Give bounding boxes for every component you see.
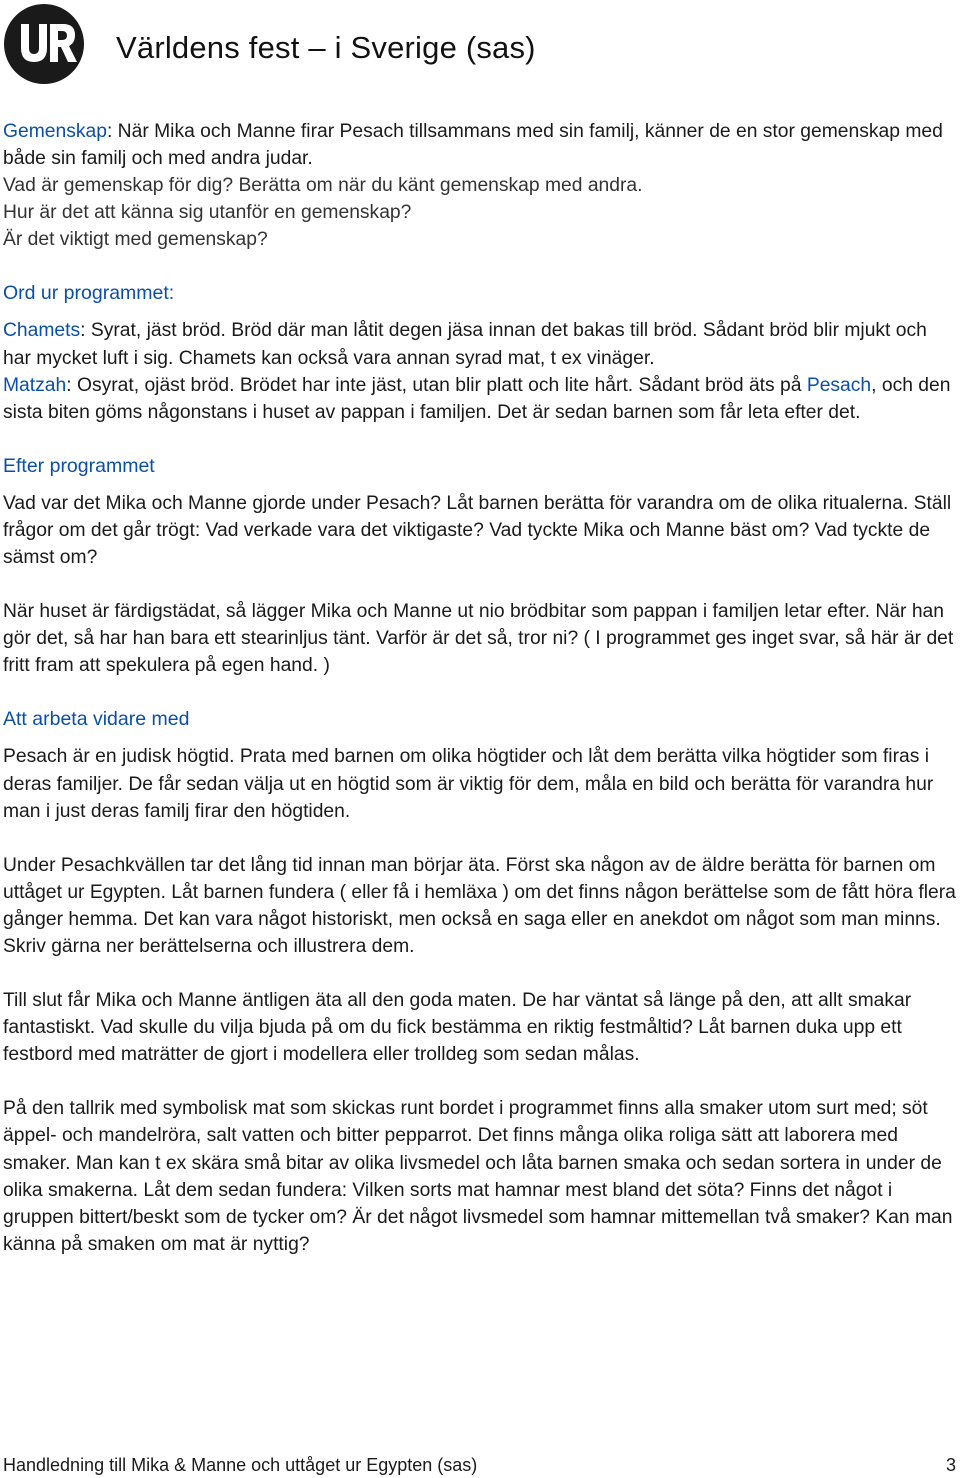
heading-efter-programmet: Efter programmet bbox=[3, 454, 155, 477]
arbeta-paragraph-1: Pesach är en judisk högtid. Prata med barnen om olika högtider och låt dem berätta vilka högtider som firas i deras familjer. De får sedan välja ut en högtid som är viktig för dem, måla en bild och berätta för varandra hur man i just deras familj firar den högtiden. bbox=[3, 746, 934, 822]
heading-ord-ur-programmet: Ord ur programmet: bbox=[3, 282, 175, 305]
document-title: Världens fest – i Sverige (sas) bbox=[116, 30, 536, 65]
ur-logo bbox=[4, 4, 84, 84]
page-footer bbox=[3, 1452, 956, 1478]
arbeta-paragraph-4: På den tallrik med symbolisk mat som skickas runt bordet i programmet finns alla smaker utom surt med; söt äppel- och mandelröra, salt vatten och bitter pepparrot. Det finns många olika roliga sätt att laborera med smaker. Man kan t ex skära små bitar av olika livsmedel och låta barnen smaka och sedan sortera in under de olika smakerna. Låt dem sedan fundera: Vilken sorts mat hamnar mest bland det söta? Finns det något i gruppen bittert/beskt som de tycker om? Är det något livsmedel som hamnar mittemellan två smaker? Kan man känna på smaken om mat är nyttig? bbox=[3, 1098, 953, 1255]
gemenskap-intro: : När Mika och Manne firar Pesach tillsammans med sin familj, känner de en stor gemenskap med både sin familj och med andra judar. bbox=[3, 121, 943, 170]
arbeta-paragraph-2: Under Pesachkvällen tar det lång tid innan man börjar äta. Först ska någon av de äldre berätta för barnen om uttåget ur Egypten. Låt barnen fundera ( eller få i hemläxa ) om det finns någon berättelse som de fått höra flera gånger hemma. Det kan vara något historiskt, men också en saga eller en anekdot om något som man minns. Skriv gärna ner berättelserna och illustrera dem. bbox=[3, 854, 956, 957]
term-chamets: Chamets bbox=[3, 320, 81, 342]
term-gemenskap: Gemenskap bbox=[3, 121, 107, 142]
pesach-definition: , och den sista biten göms någonstans i huset av pappan i familjen. Det är sedan barnen som får leta efter det. bbox=[3, 374, 951, 423]
gemenskap-question-1: Vad är gemenskap för dig? Berätta om när du känt gemenskap med andra. bbox=[3, 175, 643, 197]
term-pesach: Pesach bbox=[806, 374, 872, 396]
glossary-matzah bbox=[3, 372, 958, 426]
glossary-chamets bbox=[3, 317, 958, 371]
term-matzah: Matzah bbox=[3, 374, 67, 396]
efter-paragraph-2: När huset är färdigstädat, så lägger Mika och Manne ut nio brödbitar som pappan i familjen letar efter. När han gör det, så har han bara ett stearinljus tänt. Varför är det så, tror ni? ( I programmet ges inget svar, så här är det fritt fram att spekulera på egen hand. ) bbox=[3, 601, 954, 677]
chamets-definition: : Syrat, jäst bröd. Bröd där man låtit degen jäsa innan det bakas till bröd. Sådant bröd blir mjukt och har mycket luft i sig. Chamets kan också vara annan syrad mat, t ex vinäger. bbox=[3, 320, 927, 369]
footer-document-name: Handledning till Mika & Manne och uttåget ur Egypten (sas) bbox=[3, 1455, 478, 1475]
document-body bbox=[3, 118, 958, 1285]
gemenskap-paragraph bbox=[3, 118, 958, 172]
page-number: 3 bbox=[945, 1455, 956, 1475]
efter-paragraph-1: Vad var det Mika och Manne gjorde under Pesach? Låt barnen berätta för varandra om de olika ritualerna. Ställ frågor om det går trögt: Vad verkade vara det viktigaste? Vad tyckte Mika och Manne bäst om? Vad tyckte de sämst om? bbox=[3, 492, 952, 569]
page-header bbox=[0, 0, 960, 100]
arbeta-paragraph-3: Till slut får Mika och Manne äntligen äta all den goda maten. De har väntat så länge på den, att allt smakar fantastiskt. Vad skulle du vilja bjuda på om du fick bestämma en riktig festmåltid? Låt barnen duka upp ett festbord med maträtter de gjort i modellera eller trolldeg som sedan målas. bbox=[3, 990, 912, 1066]
matzah-definition: : Osyrat, ojäst bröd. Brödet har inte jäst, utan blir platt och lite hårt. Sådant bröd äts på bbox=[66, 374, 807, 396]
heading-att-arbeta-vidare: Att arbeta vidare med bbox=[3, 708, 190, 731]
gemenskap-question-3: Är det viktigt med gemenskap? bbox=[3, 229, 268, 251]
gemenskap-question-2: Hur är det att känna sig utanför en gemenskap? bbox=[3, 202, 412, 224]
ur-logo-icon bbox=[4, 4, 84, 84]
